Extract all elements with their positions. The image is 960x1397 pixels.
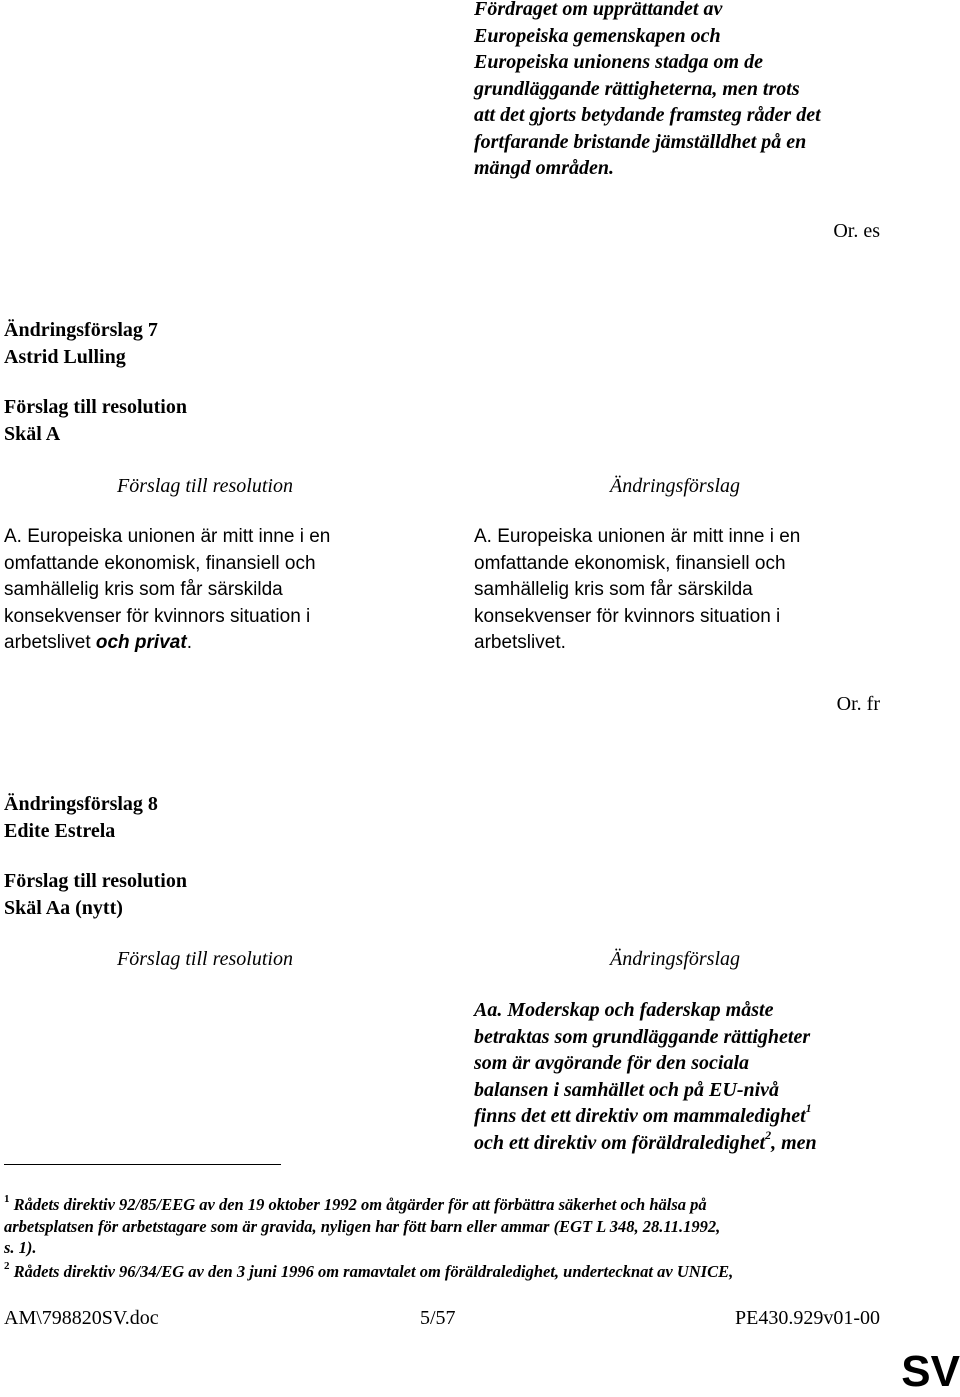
text-plain: Rådets direktiv 96/34/EG av den 3 juni 1996 om ramavtalet om föräldraledighet, undertecknat av UNICE, (13, 1262, 734, 1281)
text-line (4, 630, 424, 657)
text-line: Fördraget om upprättandet av (474, 0, 723, 20)
amendment-8-target (4, 868, 187, 921)
text-line: grundläggande rättigheterna, men trots (474, 77, 800, 100)
amendment-heading: Ändringsförslag 7 (4, 319, 158, 341)
original-language-fr: Or. fr (836, 693, 880, 715)
column-head-left: Förslag till resolution (117, 948, 293, 970)
text-line: betraktas som grundläggande rättigheter (474, 1025, 811, 1048)
text-plain: finns det ett direktiv om mammaledighet (474, 1105, 806, 1127)
text-line: Aa. Moderskap och faderskap måste (474, 999, 774, 1021)
text-line (4, 1261, 954, 1283)
top-continuation-text (474, 0, 944, 182)
footnote-mark: 1 (4, 1192, 10, 1205)
text-line: samhällelig kris som får särskilda (474, 579, 753, 600)
text-line: arbetsplatsen för arbetstagare som är gravida, nyligen har fött barn eller ammar (EGT L 348, 28.11.1992, (4, 1216, 721, 1236)
text-plain: . (186, 632, 192, 653)
text-line: mängd områden. (474, 157, 615, 179)
text-line: som är avgörande för den sociala (474, 1052, 749, 1074)
amendment-author: Astrid Lulling (4, 345, 126, 368)
column-head-left: Förslag till resolution (117, 475, 293, 497)
section-label: Skäl A (4, 422, 61, 445)
amendment-7-amended-text (474, 524, 894, 657)
footnote-mark: 2 (4, 1259, 10, 1272)
footnote-separator (4, 1164, 281, 1165)
motion-label: Förslag till resolution (4, 396, 187, 418)
section-label: Skäl Aa (nytt) (4, 896, 123, 919)
motion-label: Förslag till resolution (4, 870, 187, 892)
text-line: arbetslivet. (474, 632, 566, 653)
amendment-heading: Ändringsförslag 8 (4, 793, 158, 815)
text-line (4, 1194, 954, 1216)
amendment-7-target (4, 394, 187, 447)
amendment-7-header (4, 317, 158, 370)
amendment-author: Edite Estrela (4, 819, 116, 842)
text-plain: Rådets direktiv 92/85/EEG av den 19 oktober 1992 om åtgärder för att förbättra säkerhet och hälsa på (13, 1195, 707, 1214)
text-line: konsekvenser för kvinnors situation i (474, 605, 781, 627)
amendment-8-new-text (474, 997, 944, 1156)
text-line: konsekvenser för kvinnors situation i (4, 605, 311, 627)
footnote-ref-1[interactable]: 1 (805, 1101, 812, 1116)
text-line: balansen i samhället och på EU-nivå (474, 1078, 780, 1101)
text-plain: och ett direktiv om föräldraledighet (474, 1131, 766, 1154)
text-line: A. Europeiska unionen är mitt inne i en (474, 526, 801, 547)
text-plain: arbetslivet (4, 632, 96, 653)
amendment-8-header (4, 791, 158, 844)
text-line: s. 1). (4, 1238, 37, 1257)
column-head-right: Ändringsförslag (609, 475, 741, 497)
text-line: Europeiska unionens stadga om de (474, 51, 763, 73)
original-language-es: Or. es (833, 220, 880, 242)
column-head-right: Ändringsförslag (609, 948, 741, 970)
footnote-ref-2[interactable]: 2 (765, 1127, 772, 1142)
text-line: att det gjorts betydande framsteg råder det (474, 104, 821, 126)
text-line (474, 1127, 944, 1157)
footnote-2 (4, 1261, 954, 1283)
footer-reference: PE430.929v01-00 (735, 1307, 880, 1329)
footer-language-code: SV (901, 1347, 960, 1396)
footer-doc-name: AM\798820SV.doc (4, 1307, 159, 1329)
text-line: Europeiska gemenskapen och (474, 24, 721, 47)
footer-page-number: 5/57 (420, 1307, 456, 1329)
text-line: samhällelig kris som får särskilda (4, 579, 283, 600)
text-line: omfattande ekonomisk, finansiell och (474, 552, 786, 574)
text-line (474, 1103, 944, 1130)
text-deleted-emphasis: och privat (95, 632, 187, 653)
text-line: A. Europeiska unionen är mitt inne i en (4, 526, 331, 547)
amendment-7-original-text (4, 524, 424, 657)
text-line: fortfarande bristande jämställdhet på en (474, 130, 807, 153)
footnote-1 (4, 1194, 954, 1259)
text-plain: , men (771, 1131, 817, 1154)
text-line: omfattande ekonomisk, finansiell och (4, 552, 316, 574)
